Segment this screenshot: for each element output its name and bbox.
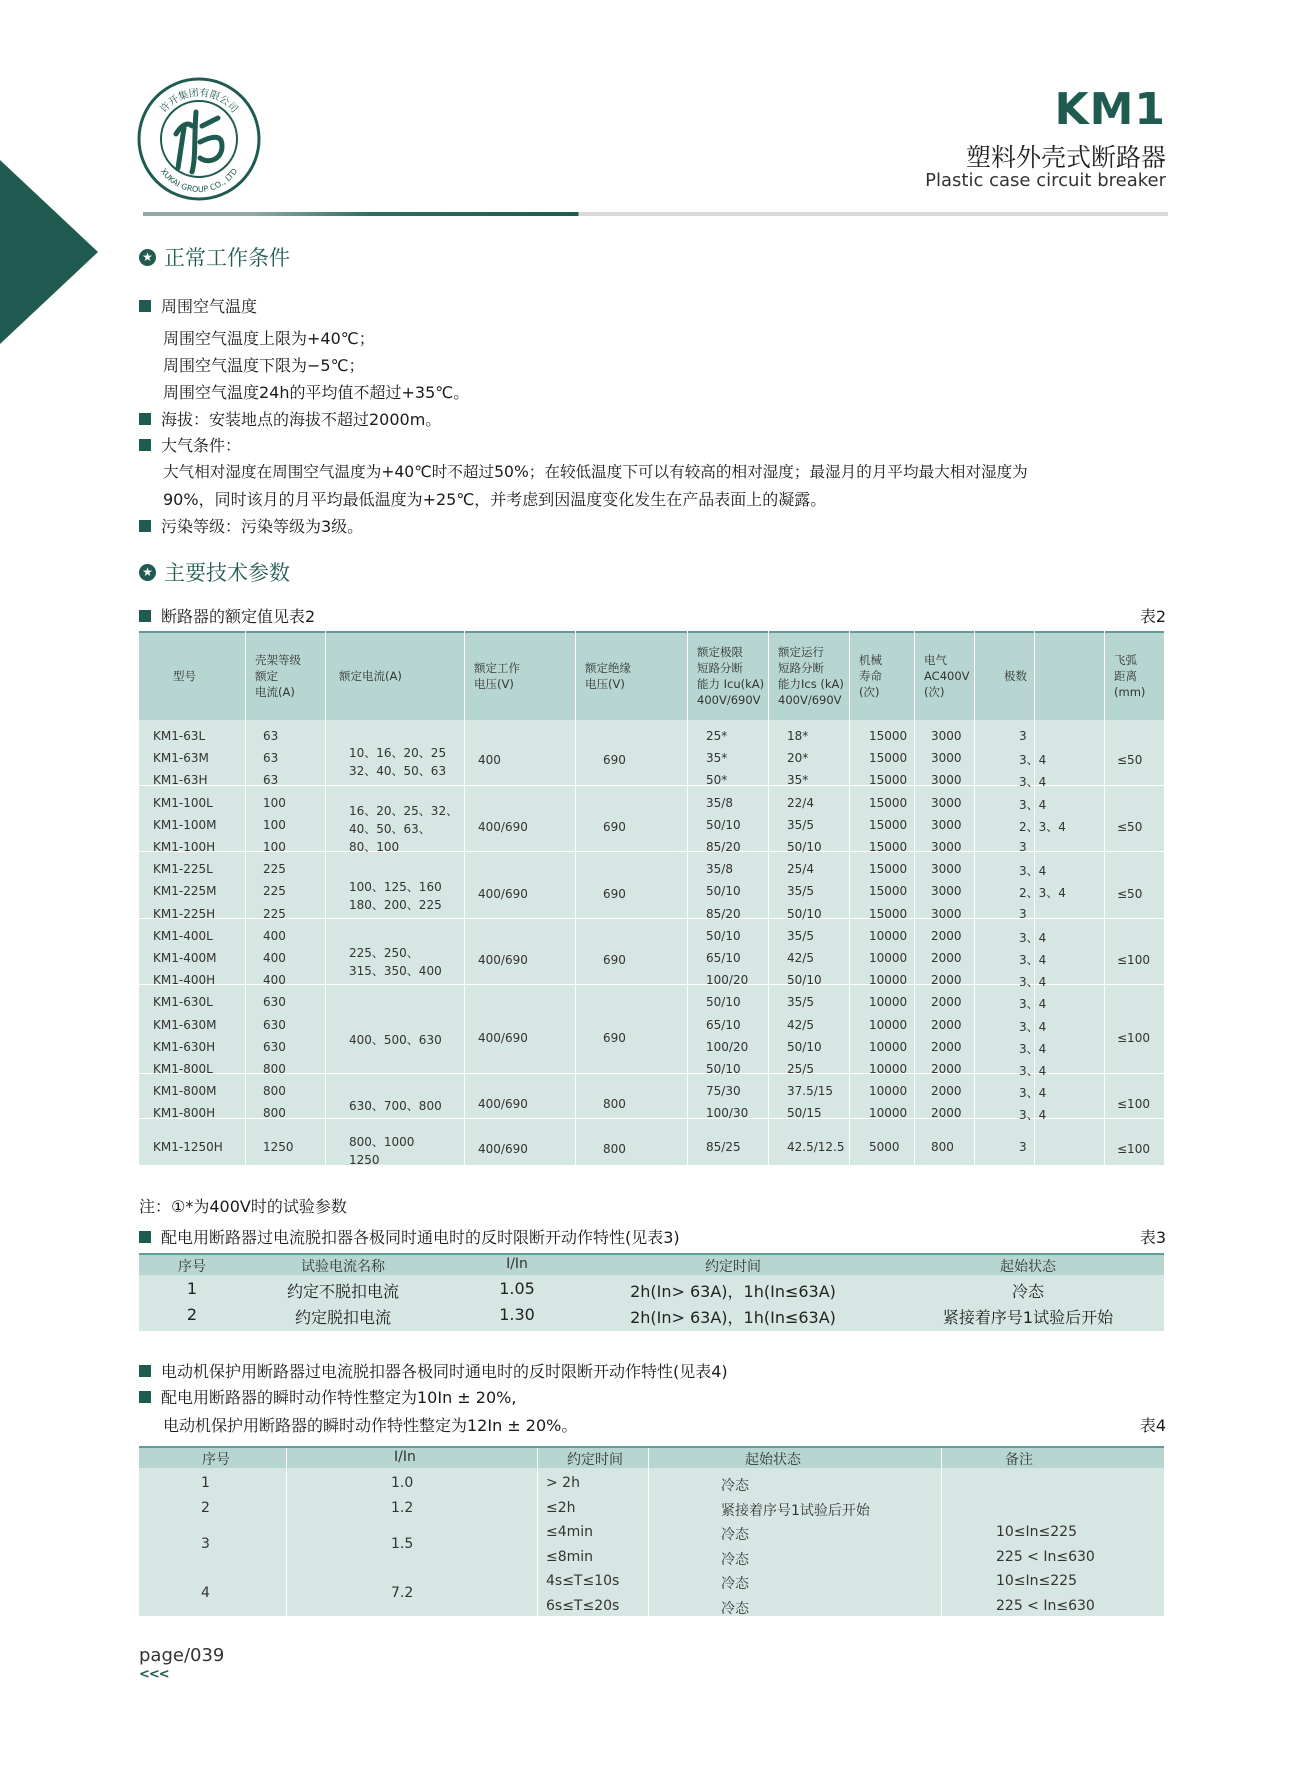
- group-divider: [139, 785, 1164, 786]
- table-cell-frame-current: 225: [263, 907, 286, 921]
- table-cell-arc-distance: ≤100: [1117, 953, 1150, 967]
- back-arrows-icon: <<<: [139, 1667, 169, 1682]
- table-cell-icu: 35/8: [706, 796, 733, 810]
- bullet-square-icon: [139, 300, 151, 312]
- bullet-altitude: [139, 407, 441, 430]
- table-cell-mech-life: 5000: [869, 1140, 900, 1154]
- table-cell-poles: 3、4: [1019, 798, 1047, 812]
- table-cell-model: KM1-400M: [153, 951, 217, 965]
- table-cell-working-voltage: 400: [478, 753, 501, 767]
- table-header-cell: 极数: [1004, 669, 1027, 683]
- table-cell: 紧接着序号1试验后开始: [942, 1308, 1114, 1327]
- table-cell-elec-life: 2000: [931, 1084, 962, 1098]
- table-cell-time: > 2h: [546, 1475, 580, 1491]
- table-cell-insulation-voltage: 800: [603, 1142, 626, 1156]
- table-cell-insulation-voltage: 690: [603, 820, 626, 834]
- table-cell-frame-current: 100: [263, 840, 286, 854]
- page-number: page/039: [139, 1645, 225, 1666]
- table-cell-frame-current: 225: [263, 884, 286, 898]
- table-cell-mech-life: 10000: [869, 1084, 908, 1098]
- bullet-pollution: [139, 514, 363, 537]
- group-divider: [139, 1073, 1164, 1074]
- table-cell-poles: 3: [1019, 1140, 1027, 1154]
- table-cell-arc-distance: ≤50: [1117, 820, 1143, 834]
- table-cell-state: 冷态: [721, 1601, 749, 1617]
- bullet-square-icon: [139, 439, 151, 451]
- table-cell-working-voltage: 400/690: [478, 820, 528, 834]
- table-cell-frame-current: 400: [263, 951, 286, 965]
- bullet-text: 电动机保护用断路器过电流脱扣器各极同时通电时的反时限断开动作特性(见表4): [161, 1362, 728, 1381]
- table-cell-elec-life: 3000: [931, 751, 962, 765]
- table-cell-arc-distance: ≤100: [1117, 1031, 1150, 1045]
- table-cell-ics: 50/10: [787, 840, 822, 854]
- table-cell-mech-life: 10000: [869, 1062, 908, 1076]
- table-cell-icu: 85/20: [706, 840, 741, 854]
- table-cell-note: 10≤In≤225: [996, 1573, 1077, 1589]
- table-cell-ics: 25/5: [787, 1062, 814, 1076]
- table-cell-model: KM1-63L: [153, 729, 206, 743]
- table-cell-elec-life: 2000: [931, 929, 962, 943]
- column-divider: [914, 631, 915, 1165]
- table-cell-elec-life: 2000: [931, 995, 962, 1009]
- group-divider: [139, 918, 1164, 919]
- column-divider: [575, 631, 576, 1165]
- bullet-ambient: [139, 294, 257, 317]
- table-cell-state: 紧接着序号1试验后开始: [721, 1503, 870, 1519]
- table-cell-ics: 35/5: [787, 929, 814, 943]
- table-cell-model: KM1-400H: [153, 973, 216, 987]
- table-cell-elec-life: 3000: [931, 907, 962, 921]
- table-cell-ics: 18*: [787, 729, 809, 743]
- table-cell-state: 冷态: [721, 1576, 749, 1592]
- table-cell-arc-distance: ≤100: [1117, 1142, 1150, 1156]
- table-cell-poles: 2、3、4: [1019, 886, 1066, 900]
- table-cell-arc-distance: ≤50: [1117, 753, 1143, 767]
- table-cell-mech-life: 10000: [869, 1018, 908, 1032]
- table-cell-icu: 100/30: [706, 1106, 749, 1120]
- table-cell-no: 4: [201, 1585, 210, 1601]
- table-cell-icu: 100/20: [706, 973, 749, 987]
- table-cell-elec-life: 3000: [931, 884, 962, 898]
- table-cell-model: KM1-400L: [153, 929, 213, 943]
- bullet-text: 断路器的额定值见表2: [161, 607, 316, 626]
- table-cell-insulation-voltage: 690: [603, 887, 626, 901]
- table-cell: 1: [186, 1279, 198, 1298]
- column-divider: [974, 631, 975, 1165]
- table-cell-mech-life: 15000: [869, 907, 908, 921]
- table-cell-icu: 100/20: [706, 1040, 749, 1054]
- table-cell-working-voltage: 400/690: [478, 1031, 528, 1045]
- column-divider: [245, 631, 246, 1165]
- section-title-conditions: [139, 242, 290, 272]
- table-cell-elec-life: 2000: [931, 1062, 962, 1076]
- table-header-cell: 壳架等级 额定 电流(A): [255, 653, 301, 699]
- table-header-cell: 约定时间: [705, 1259, 761, 1275]
- bullet-text: 配电用断路器的瞬时动作特性整定为10In ± 20%,: [161, 1388, 517, 1407]
- group-divider: [139, 984, 1164, 985]
- table-cell: 2h(In> 63A)，1h(In≤63A): [630, 1282, 836, 1301]
- column-divider: [849, 631, 850, 1165]
- table-cell-working-voltage: 400/690: [478, 887, 528, 901]
- table-cell-time: ≤4min: [546, 1524, 594, 1540]
- table-cell-mech-life: 10000: [869, 1106, 908, 1120]
- table-header-cell: 序号: [178, 1259, 206, 1275]
- table-cell-frame-current: 630: [263, 1040, 286, 1054]
- table-cell-mech-life: 15000: [869, 729, 908, 743]
- table-header-cell: 额定运行 短路分断 能力Ics (kA) 400V/690V: [778, 645, 844, 707]
- table-cell-insulation-voltage: 690: [603, 953, 626, 967]
- table-cell-frame-current: 400: [263, 929, 286, 943]
- table-cell-note: 10≤In≤225: [996, 1524, 1077, 1540]
- column-divider: [325, 631, 326, 1165]
- table-cell-ics: 42/5: [787, 951, 814, 965]
- table-cell-ics: 42.5/12.5: [787, 1140, 845, 1154]
- table-cell-mech-life: 15000: [869, 818, 908, 832]
- table-cell-frame-current: 630: [263, 1018, 286, 1032]
- table-cell-poles: 3、4: [1019, 775, 1047, 789]
- table-cell-elec-life: 2000: [931, 951, 962, 965]
- table-cell-icu: 25*: [706, 729, 728, 743]
- column-divider: [941, 1448, 942, 1616]
- table-label: 表3: [1139, 1228, 1166, 1247]
- table-cell-frame-current: 63: [263, 729, 279, 743]
- table-cell-mech-life: 10000: [869, 973, 908, 987]
- table-header-cell: 额定工作 电压(V): [474, 661, 520, 691]
- table-cell-ics: 22/4: [787, 796, 814, 810]
- table-cell-insulation-voltage: 800: [603, 1097, 626, 1111]
- table-cell-icu: 65/10: [706, 951, 741, 965]
- table-cell-elec-life: 800: [931, 1140, 954, 1154]
- bullet-atmos: [139, 433, 241, 456]
- table-cell-insulation-voltage: 690: [603, 753, 626, 767]
- table-cell-poles: 3: [1019, 907, 1027, 921]
- table-cell-ics: 35/5: [787, 995, 814, 1009]
- table-cell-model: KM1-225M: [153, 884, 217, 898]
- table-cell-model: KM1-800M: [153, 1084, 217, 1098]
- corner-triangle-decoration: [0, 160, 98, 344]
- table-cell-ics: 50/10: [787, 907, 822, 921]
- bullet-t3-caption: [139, 1225, 680, 1248]
- table-cell-poles: 3、4: [1019, 864, 1047, 878]
- table-header-cell: 机械 寿命 (次): [859, 653, 882, 699]
- table-cell-mech-life: 15000: [869, 840, 908, 854]
- star-icon: ★: [139, 564, 156, 581]
- brand-model: KM1: [1054, 84, 1166, 135]
- table-cell-icu: 75/30: [706, 1084, 741, 1098]
- table-label: 表4: [1139, 1416, 1166, 1435]
- table-cell-frame-current: 63: [263, 751, 279, 765]
- table-cell-frame-current: 800: [263, 1062, 286, 1076]
- column-divider: [464, 631, 465, 1165]
- table-cell-ics: 25/4: [787, 862, 814, 876]
- group-divider: [139, 1118, 1164, 1119]
- ambient-line: 周围空气温度24h的平均值不超过+35℃。: [163, 383, 470, 402]
- table-cell-ratio: 1.5: [391, 1536, 414, 1552]
- bullet-text: 海拔：安装地点的海拔不超过2000m。: [161, 410, 442, 429]
- table-cell: 1.30: [499, 1305, 535, 1324]
- table-header-cell: 额定电流(A): [339, 669, 402, 683]
- table-cell-elec-life: 2000: [931, 1040, 962, 1054]
- table-cell-poles: 3、4: [1019, 1020, 1047, 1034]
- table-header-cell: 起始状态: [1000, 1259, 1056, 1275]
- table-cell-arc-distance: ≤100: [1117, 1097, 1150, 1111]
- bullet-motor: [139, 1359, 728, 1382]
- bullet-square-icon: [139, 1391, 151, 1403]
- bullet-square-icon: [139, 1231, 151, 1243]
- header-divider: [143, 212, 1168, 216]
- table-cell-model: KM1-630H: [153, 1040, 216, 1054]
- table-cell-poles: 3、4: [1019, 975, 1047, 989]
- table-cell-elec-life: 3000: [931, 840, 962, 854]
- table-cell-mech-life: 15000: [869, 773, 908, 787]
- table-cell-no: 2: [201, 1500, 210, 1516]
- motor-protection-table: [139, 1446, 1164, 1616]
- table-cell-ics: 50/15: [787, 1106, 822, 1120]
- table-cell-frame-current: 100: [263, 818, 286, 832]
- table-cell-ics: 37.5/15: [787, 1084, 834, 1098]
- bullet-text: 周围空气温度: [161, 297, 258, 316]
- table-cell-poles: 3: [1019, 729, 1027, 743]
- table-cell-mech-life: 15000: [869, 751, 908, 765]
- bullet-text: 污染等级：污染等级为3级。: [161, 517, 364, 536]
- table-cell-ics: 20*: [787, 751, 809, 765]
- table-cell-poles: 3、4: [1019, 1064, 1047, 1078]
- group-divider: [139, 851, 1164, 852]
- table-cell-frame-current: 1250: [263, 1140, 294, 1154]
- table-cell-elec-life: 2000: [931, 1018, 962, 1032]
- table-header-cell: 电气 AC400V (次): [924, 653, 970, 699]
- table-cell-icu: 50/10: [706, 884, 741, 898]
- product-title-en: Plastic case circuit breaker: [925, 170, 1166, 191]
- table-cell-ics: 35/5: [787, 818, 814, 832]
- table-cell-rated-current: 225、250、 315、350、400: [349, 946, 442, 978]
- ambient-line: 周围空气温度上限为+40℃；: [163, 329, 375, 348]
- table-cell-state: 冷态: [721, 1527, 749, 1543]
- table-cell-ratio: 1.0: [391, 1475, 414, 1491]
- table-cell: 2: [186, 1305, 198, 1324]
- table-cell-state: 冷态: [721, 1478, 749, 1494]
- table-cell: 约定不脱扣电流: [286, 1282, 400, 1301]
- table-cell-elec-life: 2000: [931, 1106, 962, 1120]
- company-logo: [136, 76, 262, 202]
- table-cell-elec-life: 3000: [931, 862, 962, 876]
- table-cell-ics: 50/10: [787, 1040, 822, 1054]
- table-cell-icu: 50/10: [706, 1062, 741, 1076]
- table-cell-icu: 85/25: [706, 1140, 741, 1154]
- table-note: 注：①*为400V时的试验参数: [139, 1197, 347, 1216]
- table-cell-elec-life: 3000: [931, 773, 962, 787]
- table-cell-mech-life: 10000: [869, 995, 908, 1009]
- table-header-cell: 型号: [173, 669, 196, 683]
- table-cell-time: ≤8min: [546, 1549, 594, 1565]
- table-cell-rated-current: 400、500、630: [349, 1033, 442, 1047]
- table-cell-model: KM1-630L: [153, 995, 213, 1009]
- table-cell-time: 6s≤T≤20s: [546, 1598, 620, 1614]
- table-cell-rated-current: 800、1000 1250: [349, 1135, 415, 1167]
- table-cell-model: KM1-63M: [153, 751, 209, 765]
- column-divider: [537, 1448, 538, 1616]
- table-header-cell: 起始状态: [745, 1452, 801, 1468]
- table-cell-model: KM1-63H: [153, 773, 208, 787]
- table-cell-poles: 3、4: [1019, 931, 1047, 945]
- atmos-line: 90%，同时该月的月平均最低温度为+25℃，并考虑到因温度变化发生在产品表面上的凝露。: [163, 490, 827, 509]
- table-cell-no: 3: [201, 1536, 210, 1552]
- table-label: 表2: [1139, 607, 1166, 626]
- table-cell-mech-life: 15000: [869, 862, 908, 876]
- table-cell-model: KM1-800H: [153, 1106, 216, 1120]
- table-cell-model: KM1-1250H: [153, 1140, 223, 1154]
- table-header-cell: I/In: [506, 1256, 528, 1272]
- table-cell-mech-life: 10000: [869, 929, 908, 943]
- bullet-square-icon: [139, 520, 151, 532]
- table-cell-frame-current: 400: [263, 973, 286, 987]
- table-cell-note: 225 < In≤630: [996, 1598, 1095, 1614]
- table-cell-poles: 3、4: [1019, 1042, 1047, 1056]
- table-cell-ics: 50/10: [787, 973, 822, 987]
- table-cell-ics: 35/5: [787, 884, 814, 898]
- table-cell-model: KM1-800L: [153, 1062, 213, 1076]
- table-cell-frame-current: 630: [263, 995, 286, 1009]
- table-cell-mech-life: 15000: [869, 796, 908, 810]
- table-cell-working-voltage: 400/690: [478, 1142, 528, 1156]
- table-cell-mech-life: 15000: [869, 884, 908, 898]
- table-cell-poles: 3、4: [1019, 1086, 1047, 1100]
- table-cell-poles: 3: [1019, 840, 1027, 854]
- table-cell-rated-current: 16、20、25、32、 40、50、63、 80、100: [349, 804, 459, 854]
- table-cell-rated-current: 100、125、160 180、200、225: [349, 880, 442, 912]
- table-cell-arc-distance: ≤50: [1117, 887, 1143, 901]
- table-cell-model: KM1-100H: [153, 840, 216, 854]
- table-cell-model: KM1-100L: [153, 796, 213, 810]
- column-divider: [648, 1448, 649, 1616]
- table-cell-rated-current: 630、700、800: [349, 1099, 442, 1113]
- table-cell-frame-current: 225: [263, 862, 286, 876]
- table-cell-elec-life: 2000: [931, 973, 962, 987]
- table-cell-poles: 3、4: [1019, 953, 1047, 967]
- table-cell-icu: 50*: [706, 773, 728, 787]
- table-cell-icu: 35/8: [706, 862, 733, 876]
- table-cell-ics: 35*: [787, 773, 809, 787]
- table-cell-icu: 85/20: [706, 907, 741, 921]
- table-cell-model: KM1-630M: [153, 1018, 217, 1032]
- table-cell-poles: 3、4: [1019, 753, 1047, 767]
- bullet-square-icon: [139, 610, 151, 622]
- table-cell-time: 4s≤T≤10s: [546, 1573, 620, 1589]
- table-cell-elec-life: 3000: [931, 818, 962, 832]
- table-header-cell: 序号: [202, 1452, 230, 1468]
- table-cell-ratio: 7.2: [391, 1585, 414, 1601]
- bullet-square-icon: [139, 413, 151, 425]
- table-cell-mech-life: 10000: [869, 1040, 908, 1054]
- table-cell-no: 1: [201, 1475, 210, 1491]
- table-cell-elec-life: 3000: [931, 729, 962, 743]
- table-cell-icu: 50/10: [706, 929, 741, 943]
- table-cell-working-voltage: 400/690: [478, 953, 528, 967]
- svg-text:许开集团有限公司: 许开集团有限公司: [158, 87, 240, 116]
- table-header-cell: 额定绝缘 电压(V): [585, 661, 631, 691]
- table-cell: 2h(In> 63A)，1h(In≤63A): [630, 1308, 836, 1327]
- table-cell-frame-current: 63: [263, 773, 279, 787]
- table-header-cell: 额定极限 短路分断 能力 Icu(kA) 400V/690V: [697, 645, 765, 707]
- table-cell-frame-current: 800: [263, 1106, 286, 1120]
- column-divider: [768, 631, 769, 1165]
- svg-text:XUKAI GROUP CO., LTD: XUKAI GROUP CO., LTD: [158, 166, 240, 195]
- ambient-line: 周围空气温度下限为−5℃；: [163, 356, 365, 375]
- table-cell-icu: 50/10: [706, 818, 741, 832]
- table-header-cell: 备注: [1005, 1452, 1033, 1468]
- product-title-cn: 塑料外壳式断路器: [965, 143, 1166, 172]
- table-cell: 1.05: [499, 1279, 535, 1298]
- instant-line: 电动机保护用断路器的瞬时动作特性整定为12In ± 20%。: [163, 1416, 578, 1435]
- column-divider: [286, 1448, 287, 1616]
- table-cell-icu: 50/10: [706, 995, 741, 1009]
- bullet-t2-caption: [139, 604, 315, 627]
- table-cell-frame-current: 800: [263, 1084, 286, 1098]
- table-cell-model: KM1-100M: [153, 818, 217, 832]
- bullet-square-icon: [139, 1365, 151, 1377]
- rating-table: [139, 631, 1164, 1165]
- atmos-line: 大气相对湿度在周围空气温度为+40℃时不超过50%；在较低温度下可以有较高的相对湿度；最湿月的月平均最大相对湿度为: [163, 463, 1028, 481]
- bullet-instant: [139, 1385, 516, 1408]
- column-divider: [687, 631, 688, 1165]
- table-cell-mech-life: 10000: [869, 951, 908, 965]
- table-cell-state: 冷态: [721, 1552, 749, 1568]
- table-header-cell: 试验电流名称: [301, 1259, 385, 1275]
- table-cell-icu: 65/10: [706, 1018, 741, 1032]
- table-header-cell: 约定时间: [567, 1452, 623, 1468]
- section-title-text: 正常工作条件: [164, 246, 290, 270]
- table-cell-icu: 35*: [706, 751, 728, 765]
- table-cell: 冷态: [1011, 1282, 1045, 1301]
- table-cell-note: 225 < In≤630: [996, 1549, 1095, 1565]
- star-icon: ★: [139, 249, 156, 266]
- table-cell-model: KM1-225L: [153, 862, 213, 876]
- table-cell-ratio: 1.2: [391, 1500, 414, 1516]
- table-header-cell: 飞弧 距离 (mm): [1114, 653, 1146, 699]
- table-cell-poles: 3、4: [1019, 1108, 1047, 1122]
- table-cell-poles: 2、3、4: [1019, 820, 1066, 834]
- table-cell: 约定脱扣电流: [294, 1308, 392, 1327]
- table-cell-rated-current: 10、16、20、25 32、40、50、63: [349, 746, 447, 778]
- table-cell-working-voltage: 400/690: [478, 1097, 528, 1111]
- table-cell-insulation-voltage: 690: [603, 1031, 626, 1045]
- table-cell-poles: 3、4: [1019, 997, 1047, 1011]
- table-header-cell: I/In: [394, 1449, 416, 1465]
- column-divider: [1104, 631, 1105, 1165]
- bullet-text: 大气条件：: [161, 436, 242, 455]
- table-cell-model: KM1-225H: [153, 907, 216, 921]
- section-title-text: 主要技术参数: [164, 561, 290, 585]
- table-cell-ics: 42/5: [787, 1018, 814, 1032]
- table-cell-time: ≤2h: [546, 1500, 576, 1516]
- table-cell-frame-current: 100: [263, 796, 286, 810]
- table-cell-elec-life: 3000: [931, 796, 962, 810]
- section-title-params: [139, 557, 290, 587]
- overcurrent-table: [139, 1253, 1164, 1331]
- bullet-text: 配电用断路器过电流脱扣器各极同时通电时的反时限断开动作特性(见表3): [161, 1228, 680, 1247]
